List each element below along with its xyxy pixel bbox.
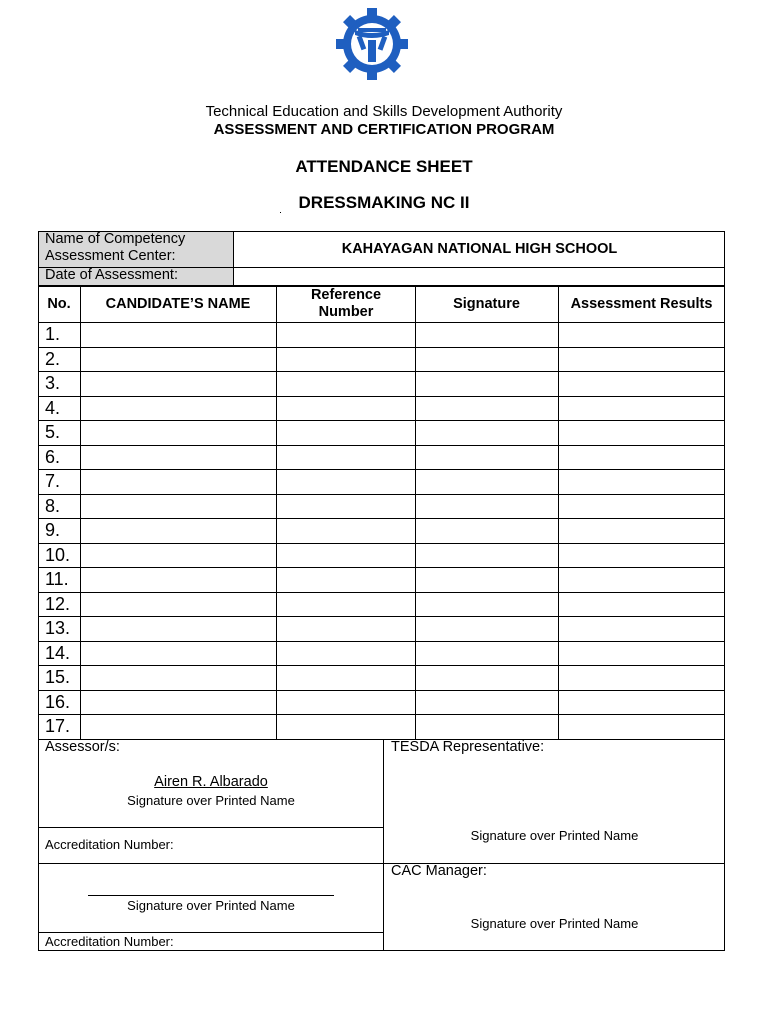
accreditation-number-label: Accreditation Number: (45, 837, 174, 852)
table-row-divider (38, 641, 725, 642)
tesda-representative-signature-caption: Signature over Printed Name (470, 828, 639, 843)
organization-name: Technical Education and Skills Development Authority (205, 103, 563, 120)
table-row-number: 9. (45, 520, 61, 540)
cac-manager-signature-caption: Signature over Printed Name (470, 916, 639, 931)
table-row-divider (38, 494, 725, 495)
table-row-divider (38, 592, 725, 593)
date-of-assessment-value[interactable] (240, 268, 720, 285)
cac-manager-label: CAC Manager: (391, 863, 487, 879)
second-accreditation-number-label: Accreditation Number: (45, 934, 174, 949)
assessor-signature-caption: Signature over Printed Name (127, 793, 295, 808)
table-row-divider (38, 616, 725, 617)
table-row-number: 12. (45, 594, 71, 614)
column-header-candidate-name: CANDIDATE’S NAME (105, 295, 251, 312)
table-row-divider (38, 690, 725, 691)
assessor-name: Airen R. Albarado (154, 774, 268, 790)
tesda-logo (336, 6, 408, 82)
table-row-number: 4. (45, 398, 61, 418)
competency-label: Name of Competency (45, 231, 186, 247)
table-row-number: 17. (45, 716, 71, 736)
table-row-divider (38, 665, 725, 666)
table-row-divider (38, 469, 725, 470)
table-row-divider (38, 543, 725, 544)
table-row-divider (38, 445, 725, 446)
table-row-number: 7. (45, 471, 61, 491)
table-row-number: 8. (45, 496, 61, 516)
table-row-divider (38, 518, 725, 519)
assessor-label: Assessor/s: (45, 739, 120, 755)
page-title: ATTENDANCE SHEET (295, 157, 473, 176)
table-row-number: 1. (45, 324, 61, 344)
table-row-number: 6. (45, 447, 61, 467)
table-row-number: 10. (45, 545, 71, 565)
tesda-representative-label: TESDA Representative: (391, 739, 545, 755)
tesda-gear-logo-icon (336, 6, 408, 82)
attendance-table (38, 286, 725, 740)
signature-line (88, 895, 334, 896)
qualification-title: DRESSMAKING NC II (298, 193, 470, 212)
column-header-no: No. (47, 295, 71, 312)
table-row-number: 16. (45, 692, 71, 712)
table-row-number: 14. (45, 643, 71, 663)
stray-dot (280, 212, 281, 213)
program-name: ASSESSMENT AND CERTIFICATION PROGRAM (213, 121, 555, 138)
date-of-assessment-label: Date of Assessment: (45, 267, 178, 283)
table-row-number: 5. (45, 422, 61, 442)
column-header-assessment-results: Assessment Results (570, 295, 713, 312)
second-assessor-signature-caption: Signature over Printed Name (127, 898, 295, 913)
table-row-number: 13. (45, 618, 71, 638)
assessment-center-label: Assessment Center: (45, 248, 176, 264)
table-row-divider (38, 347, 725, 348)
table-row-divider (38, 714, 725, 715)
table-row-number: 3. (45, 373, 61, 393)
table-row-divider (38, 420, 725, 421)
assessment-center-value: KAHAYAGAN NATIONAL HIGH SCHOOL (341, 241, 618, 257)
column-header-reference-number: Reference Number (310, 287, 382, 320)
table-row-number: 11. (45, 569, 69, 589)
table-row-divider (38, 567, 725, 568)
column-header-signature: Signature (453, 295, 520, 312)
table-row-divider (38, 396, 725, 397)
table-row-divider (38, 371, 725, 372)
table-row-number: 15. (45, 667, 71, 687)
table-row-divider (38, 322, 725, 323)
table-row-number: 2. (45, 349, 61, 369)
